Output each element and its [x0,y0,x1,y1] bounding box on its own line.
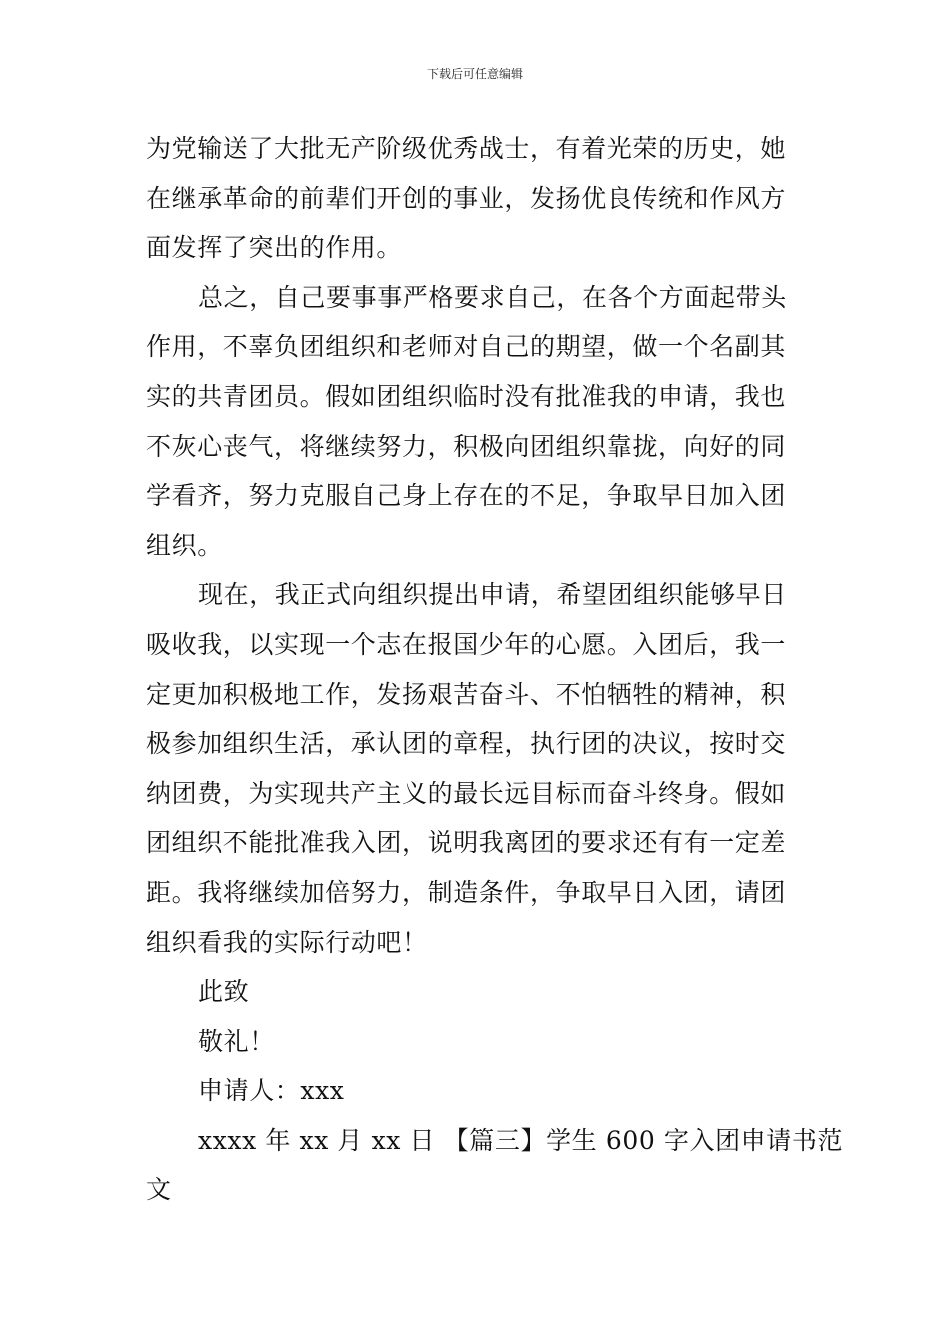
text-line: 组织看我的实际行动吧！ [146,927,428,957]
text-line: 组织。 [146,530,223,560]
text-line: 不灰心丧气，将继续努力，积极向团组织靠拢，向好的同 [146,431,787,461]
applicant-line: 申请人：xxx [198,1076,345,1106]
text-line: 团组织不能批准我入团，说明我离团的要求还有有一定差 [146,828,787,858]
page-header-note: 下载后可任意编辑 [426,67,523,81]
text-line: 为党输送了大批无产阶级优秀战士，有着光荣的历史，她 [146,134,787,163]
text-line: 面发挥了突出的作用。 [146,233,403,263]
document-body [146,124,844,1215]
text-line: 学看齐，努力克服自己身上存在的不足，争取早日加入团 [146,481,787,511]
text-line: 作用，不辜负团组织和老师对自己的期望，做一个名副其 [146,332,787,362]
text-line: 纳团费，为实现共产主义的最长远目标而奋斗终身。假如 [146,778,787,808]
text-line: 距。我将继续加倍努力，制造条件，争取早日入团，请团 [146,877,787,907]
text-line: 极参加组织生活，承认团的章程，执行团的决议，按时交 [146,729,787,759]
paragraph-start-line: 现在，我正式向组织提出申请，希望团组织能够早日 [198,580,787,610]
text-line: 吸收我，以实现一个志在报国少年的心愿。入团后，我一 [146,629,787,659]
text-line: 实的共青团员。假如团组织临时没有批准我的申请，我也 [146,381,787,411]
text-line: 文 [146,1175,172,1205]
salutation-line: 此致 [198,977,250,1007]
text-line: 定更加积极地工作，发扬艰苦奋斗、不怕牺牲的精神，积 [146,679,787,709]
salutation-line: 敬礼！ [198,1026,275,1056]
paragraph-start-line: 总之，自己要事事严格要求自己，在各个方面起带头 [198,282,787,312]
date-and-section-line: xxxx 年 xx 月 xx 日 【篇三】学生 600 字入团申请书范 [198,1125,844,1155]
text-line: 在继承革命的前辈们开创的事业，发扬优良传统和作风方 [146,183,787,213]
